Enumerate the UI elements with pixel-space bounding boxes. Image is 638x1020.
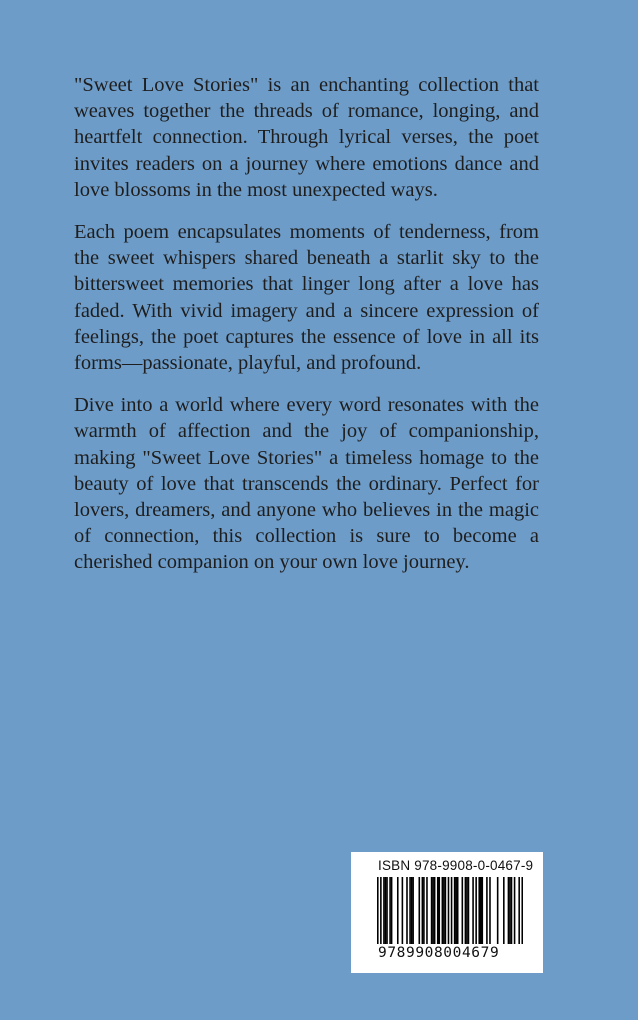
barcode-bar bbox=[423, 877, 425, 944]
barcode-bar bbox=[383, 877, 385, 944]
barcode-bar bbox=[438, 877, 440, 944]
barcode-bar bbox=[426, 877, 428, 944]
barcode-bar bbox=[377, 877, 379, 944]
barcode-bar bbox=[386, 877, 388, 944]
barcode-bar bbox=[497, 877, 499, 944]
barcode-bar bbox=[451, 877, 453, 944]
barcode-bar bbox=[406, 877, 408, 944]
barcode-bar bbox=[402, 877, 404, 944]
barcode-bar bbox=[385, 877, 387, 944]
barcode-bar bbox=[391, 877, 393, 944]
barcode-bar bbox=[434, 877, 436, 944]
barcode-bar bbox=[454, 877, 456, 944]
barcode-bars bbox=[377, 877, 523, 944]
barcode-bar bbox=[478, 877, 480, 944]
barcode-bar bbox=[418, 877, 420, 944]
barcode-bar bbox=[445, 877, 447, 944]
barcode-bar bbox=[397, 877, 399, 944]
barcode-bar bbox=[514, 877, 516, 944]
barcode-bar bbox=[409, 877, 411, 944]
barcode-bar bbox=[486, 877, 488, 944]
barcode-bar bbox=[508, 877, 510, 944]
barcode-digits: 9789908004679 bbox=[378, 945, 500, 961]
barcode-bar bbox=[448, 877, 450, 944]
blurb-paragraph-3: Dive into a world where every word resonates with the warmth of affection and the joy of companionship, making "Sweet Love Stories" a timeless homage to the beauty of love that transcends the ordinary. Perfect for lovers, dreamers, and anyone who believes in the magic of connection, this collection is sure to become a cherished companion on your own love journey. bbox=[74, 394, 539, 574]
barcode-bar bbox=[380, 877, 382, 944]
barcode-bar bbox=[432, 877, 434, 944]
barcode-bar bbox=[518, 877, 520, 944]
barcode-bar bbox=[412, 877, 414, 944]
barcode-bar bbox=[443, 877, 445, 944]
barcode-bar bbox=[521, 877, 523, 944]
barcode-bar bbox=[431, 877, 433, 944]
barcode-bar bbox=[482, 877, 484, 944]
book-blurb bbox=[74, 72, 539, 592]
barcode-bar bbox=[475, 877, 477, 944]
barcode-bar bbox=[466, 877, 468, 944]
barcode-bar bbox=[509, 877, 511, 944]
barcode-bar bbox=[489, 877, 491, 944]
barcode-bar bbox=[511, 877, 513, 944]
barcode-bar bbox=[442, 877, 444, 944]
blurb-paragraph-2: Each poem encapsulates moments of tenderness, from the sweet whispers shared beneath a starlit sky to the bittersweet memories that linger long after a love has faded. With vivid imagery and a sincere expression of feelings, the poet captures the essence of love in all its forms—passionate, playful, and profound. bbox=[74, 221, 539, 375]
barcode-bar bbox=[468, 877, 470, 944]
barcode-bar bbox=[411, 877, 413, 944]
barcode-bar bbox=[465, 877, 467, 944]
barcode-bar bbox=[457, 877, 459, 944]
barcode-bar bbox=[437, 877, 439, 944]
blurb-paragraph-1: "Sweet Love Stories" is an enchanting collection that weaves together the threads of romance, longing, and heartfelt connection. Through lyrical verses, the poet invites readers on a journey where emotions dance and love blossoms in the most unexpected ways. bbox=[74, 74, 539, 201]
barcode-bar bbox=[455, 877, 457, 944]
barcode-bar bbox=[389, 877, 391, 944]
isbn-label: ISBN 978-9908-0-0467-9 bbox=[378, 858, 534, 873]
barcode-bar bbox=[422, 877, 424, 944]
barcode-bar bbox=[480, 877, 482, 944]
barcode-bar bbox=[462, 877, 464, 944]
barcode-bar bbox=[472, 877, 474, 944]
isbn-barcode bbox=[351, 852, 543, 973]
barcode-bar bbox=[503, 877, 505, 944]
